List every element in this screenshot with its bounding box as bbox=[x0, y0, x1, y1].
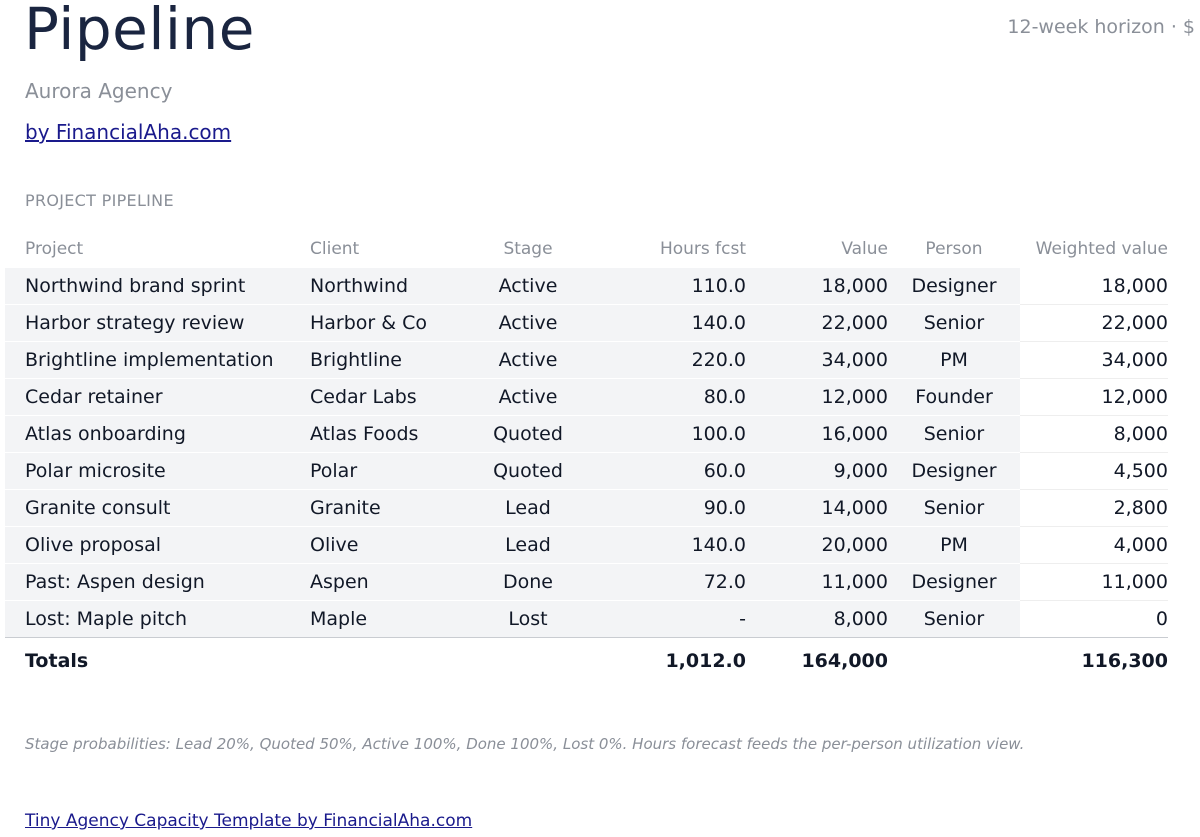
table-row bbox=[5, 268, 1168, 305]
cell-weighted-value: 4,000 bbox=[1020, 527, 1168, 564]
column-header-project: Project bbox=[25, 239, 84, 259]
cell-weighted-value: 11,000 bbox=[1020, 564, 1168, 601]
cell-stage[interactable]: Quoted bbox=[460, 416, 596, 453]
cell-weighted-value: 12,000 bbox=[1020, 379, 1168, 416]
cell-stage[interactable]: Active bbox=[460, 379, 596, 416]
cell-weighted-value: 2,800 bbox=[1020, 490, 1168, 527]
cell-client[interactable]: Granite bbox=[310, 490, 460, 527]
cell-hours[interactable]: 140.0 bbox=[596, 305, 746, 342]
cell-weighted-value: 22,000 bbox=[1020, 305, 1168, 342]
cell-value[interactable]: 12,000 bbox=[746, 379, 888, 416]
totals-person-empty bbox=[888, 638, 1020, 685]
cell-weighted-value: 8,000 bbox=[1020, 416, 1168, 453]
cell-hours[interactable]: 140.0 bbox=[596, 527, 746, 564]
table-row bbox=[5, 490, 1168, 527]
cell-hours[interactable]: 60.0 bbox=[596, 453, 746, 490]
cell-hours[interactable]: 100.0 bbox=[596, 416, 746, 453]
cell-project[interactable]: Harbor strategy review bbox=[5, 305, 310, 342]
cell-person[interactable]: Designer bbox=[888, 268, 1020, 305]
column-header-weighted-value: Weighted value bbox=[1035, 239, 1168, 259]
totals-value: 164,000 bbox=[746, 638, 888, 685]
cell-value[interactable]: 9,000 bbox=[746, 453, 888, 490]
cell-project[interactable]: Olive proposal bbox=[5, 527, 310, 564]
cell-hours[interactable]: 220.0 bbox=[596, 342, 746, 379]
cell-person[interactable]: Senior bbox=[888, 490, 1020, 527]
page-title: Pipeline bbox=[24, 0, 255, 63]
cell-client[interactable]: Harbor & Co bbox=[310, 305, 460, 342]
cell-hours[interactable]: - bbox=[596, 601, 746, 638]
cell-stage[interactable]: Lost bbox=[460, 601, 596, 638]
agency-name: Aurora Agency bbox=[25, 79, 173, 103]
cell-value[interactable]: 22,000 bbox=[746, 305, 888, 342]
cell-weighted-value: 34,000 bbox=[1020, 342, 1168, 379]
cell-project[interactable]: Past: Aspen design bbox=[5, 564, 310, 601]
byline-link[interactable]: by FinancialAha.com bbox=[25, 120, 232, 144]
totals-weighted-value: 116,300 bbox=[1020, 638, 1168, 685]
cell-project[interactable]: Northwind brand sprint bbox=[5, 268, 310, 305]
cell-hours[interactable]: 80.0 bbox=[596, 379, 746, 416]
stage-probabilities-note: Stage probabilities: Lead 20%, Quoted 50%, Active 100%, Done 100%, Lost 0%. Hours forecast feeds the per-person utilization view. bbox=[25, 735, 1025, 753]
cell-project[interactable]: Lost: Maple pitch bbox=[5, 601, 310, 638]
column-header-client: Client bbox=[310, 239, 360, 259]
cell-project[interactable]: Brightline implementation bbox=[5, 342, 310, 379]
cell-client[interactable]: Atlas Foods bbox=[310, 416, 460, 453]
column-header-value: Value bbox=[841, 239, 888, 259]
cell-value[interactable]: 20,000 bbox=[746, 527, 888, 564]
column-header-person: Person bbox=[925, 239, 983, 259]
cell-client[interactable]: Northwind bbox=[310, 268, 460, 305]
table-row bbox=[5, 564, 1168, 601]
table-row bbox=[5, 342, 1168, 379]
table-row bbox=[5, 527, 1168, 564]
cell-stage[interactable]: Done bbox=[460, 564, 596, 601]
cell-value[interactable]: 16,000 bbox=[746, 416, 888, 453]
cell-person[interactable]: PM bbox=[888, 527, 1020, 564]
cell-value[interactable]: 18,000 bbox=[746, 268, 888, 305]
cell-value[interactable]: 8,000 bbox=[746, 601, 888, 638]
cell-person[interactable]: Designer bbox=[888, 453, 1020, 490]
cell-stage[interactable]: Lead bbox=[460, 490, 596, 527]
totals-label: Totals bbox=[5, 638, 310, 685]
cell-weighted-value: 18,000 bbox=[1020, 268, 1168, 305]
totals-row bbox=[5, 638, 1168, 685]
column-header-hours: Hours fcst bbox=[659, 239, 746, 259]
cell-project[interactable]: Atlas onboarding bbox=[5, 416, 310, 453]
cell-hours[interactable]: 72.0 bbox=[596, 564, 746, 601]
cell-weighted-value: 4,500 bbox=[1020, 453, 1168, 490]
cell-weighted-value: 0 bbox=[1020, 601, 1168, 638]
table-row bbox=[5, 601, 1168, 638]
section-label: PROJECT PIPELINE bbox=[25, 191, 174, 210]
cell-client[interactable]: Cedar Labs bbox=[310, 379, 460, 416]
cell-client[interactable]: Olive bbox=[310, 527, 460, 564]
table-header-row bbox=[5, 230, 1168, 268]
cell-value[interactable]: 14,000 bbox=[746, 490, 888, 527]
column-header-stage: Stage bbox=[503, 239, 553, 259]
table-row bbox=[5, 305, 1168, 342]
cell-client[interactable]: Brightline bbox=[310, 342, 460, 379]
cell-person[interactable]: PM bbox=[888, 342, 1020, 379]
cell-value[interactable]: 11,000 bbox=[746, 564, 888, 601]
cell-stage[interactable]: Lead bbox=[460, 527, 596, 564]
cell-stage[interactable]: Active bbox=[460, 305, 596, 342]
table-row bbox=[5, 453, 1168, 490]
cell-person[interactable]: Designer bbox=[888, 564, 1020, 601]
cell-client[interactable]: Polar bbox=[310, 453, 460, 490]
table-row bbox=[5, 379, 1168, 416]
cell-person[interactable]: Senior bbox=[888, 601, 1020, 638]
cell-hours[interactable]: 110.0 bbox=[596, 268, 746, 305]
cell-client[interactable]: Maple bbox=[310, 601, 460, 638]
totals-client-empty bbox=[310, 638, 460, 685]
cell-stage[interactable]: Active bbox=[460, 342, 596, 379]
cell-project[interactable]: Cedar retainer bbox=[5, 379, 310, 416]
pipeline-table bbox=[5, 230, 1168, 684]
cell-client[interactable]: Aspen bbox=[310, 564, 460, 601]
footer-template-link[interactable]: Tiny Agency Capacity Template by FinancialAha.com bbox=[25, 811, 473, 831]
cell-person[interactable]: Founder bbox=[888, 379, 1020, 416]
cell-value[interactable]: 34,000 bbox=[746, 342, 888, 379]
cell-stage[interactable]: Active bbox=[460, 268, 596, 305]
cell-person[interactable]: Senior bbox=[888, 305, 1020, 342]
cell-person[interactable]: Senior bbox=[888, 416, 1020, 453]
cell-project[interactable]: Granite consult bbox=[5, 490, 310, 527]
table-row bbox=[5, 416, 1168, 453]
cell-stage[interactable]: Quoted bbox=[460, 453, 596, 490]
totals-hours: 1,012.0 bbox=[596, 638, 746, 685]
horizon-label: 12-week horizon · $ bbox=[1007, 16, 1195, 38]
totals-stage-empty bbox=[460, 638, 596, 685]
cell-project[interactable]: Polar microsite bbox=[5, 453, 310, 490]
cell-hours[interactable]: 90.0 bbox=[596, 490, 746, 527]
